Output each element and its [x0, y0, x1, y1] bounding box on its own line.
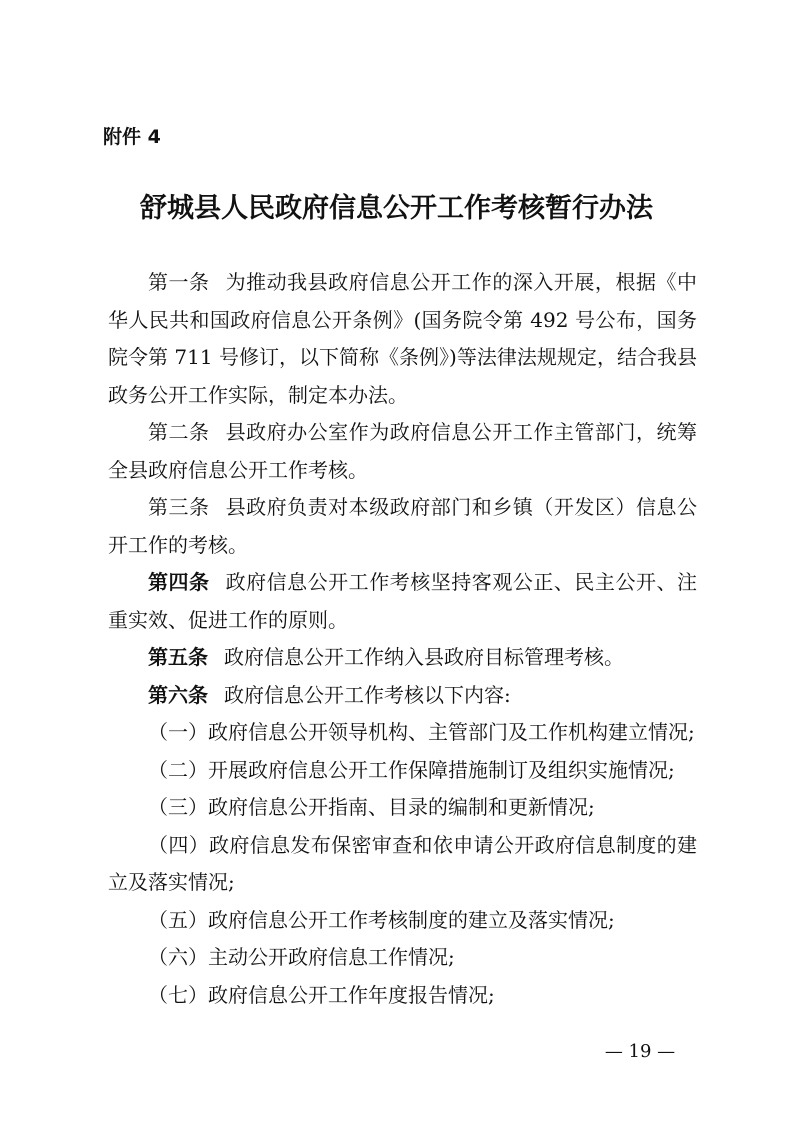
article-5: [108, 639, 697, 677]
list-item-5: （五）政府信息公开工作考核制度的建立及落实情况;: [148, 907, 615, 932]
article-heading: 第一条: [148, 270, 210, 294]
list-item-2: （二）开展政府信息公开工作保障措施制订及组织实施情况;: [148, 757, 675, 782]
document-title: 舒城县人民政府信息公开工作考核暂行办法: [140, 193, 653, 224]
list-item-6: （六）主动公开政府信息工作情况;: [148, 945, 455, 969]
article-6: [108, 677, 697, 715]
list-item-3: （三）政府信息公开指南、目录的编制和更新情况;: [148, 795, 595, 819]
page-number: — 19 —: [604, 1041, 676, 1062]
article-text: 政府信息公开工作考核以下内容:: [224, 682, 511, 707]
list-item-4: （四）政府信息发布保密审查和依申请公开政府信息制度的建立及落实情况;: [108, 832, 697, 894]
article-heading: 第三条: [148, 495, 210, 519]
article-heading: 第四条: [148, 570, 210, 594]
article-4: [108, 564, 697, 639]
list-item-1: （一）政府信息公开领导机构、主管部门及工作机构建立情况;: [148, 720, 695, 744]
attachment-label: 附件 4: [103, 126, 161, 148]
article-heading: 第六条: [148, 682, 208, 707]
article-text: 政府信息公开工作考核坚持客观公正、民主公开、注重实效、促进工作的原则。: [108, 570, 698, 632]
document-body: [108, 264, 697, 1014]
article-3: [108, 489, 697, 564]
list-item-7: （七）政府信息公开工作年度报告情况;: [148, 982, 495, 1007]
article-2: [108, 414, 697, 489]
article-text: 为推动我县政府信息公开工作的深入开展，根据《中华人民共和国政府信息公开条例》(国务院令第 492 号公布，国务院令第 711 号修订，以下简称《条例》)等法律法规规定，结合我县政务公开工作实际，制定本办法。: [108, 270, 698, 407]
article-heading: 第五条: [148, 645, 208, 669]
article-1: [108, 264, 697, 414]
article-text: 县政府负责对本级政府部门和乡镇（开发区）信息公开工作的考核。: [108, 495, 698, 557]
article-text: 政府信息公开工作纳入县政府目标管理考核。: [224, 645, 624, 669]
article-text: 县政府办公室作为政府信息公开工作主管部门，统筹全县政府信息公开工作考核。: [108, 420, 698, 482]
article-heading: 第二条: [148, 420, 210, 444]
